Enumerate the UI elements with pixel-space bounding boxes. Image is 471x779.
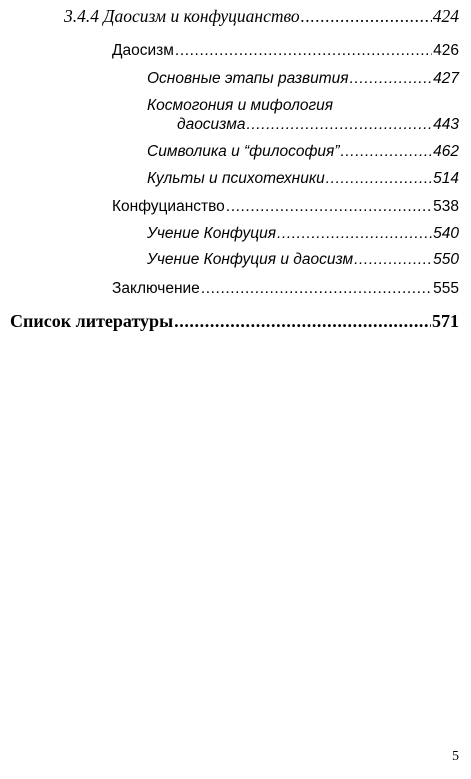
dot-leader [174, 311, 431, 332]
toc-entry-title: Основные этапы развития [147, 70, 349, 87]
toc-entry-title: Конфуцианство [112, 198, 225, 215]
toc-entry-page: 514 [433, 170, 459, 187]
toc-entry-page: 538 [433, 198, 459, 215]
dot-leader [201, 280, 432, 298]
toc-entry-daoism-cosmogony-line1[interactable] [147, 97, 333, 115]
toc-entry-title: Список литературы [10, 311, 174, 331]
toc-entry-page: 424 [432, 6, 459, 26]
dot-leader [326, 170, 432, 188]
toc-entry-daoism-cosmogony[interactable] [177, 116, 459, 134]
toc-entry-daoism[interactable] [112, 42, 459, 60]
dot-leader [340, 143, 432, 161]
page-number: 5 [452, 749, 459, 764]
toc-entry-page: 550 [433, 251, 459, 268]
toc-entry-bibliography[interactable] [10, 311, 459, 332]
toc-entry-title-continued: даосизма [177, 116, 246, 133]
toc-entry-title: Культы и психотехники [147, 170, 325, 187]
dot-leader [354, 251, 432, 269]
toc-entry-title: Даосизм [112, 42, 174, 59]
dot-leader [246, 116, 432, 134]
toc-entry-page: 555 [433, 280, 459, 297]
toc-entry-conclusion[interactable] [112, 280, 459, 298]
dot-leader [175, 42, 432, 60]
toc-entry-page: 571 [432, 311, 459, 331]
toc-entry-title: Учение Конфуция [147, 225, 277, 242]
toc-entry-page: 540 [433, 225, 459, 242]
dot-leader [301, 6, 432, 27]
toc-entry-confucianism[interactable] [112, 198, 459, 216]
toc-entry-confucius-teaching[interactable] [147, 225, 459, 243]
toc-entry-title: Символика и “философия” [147, 143, 340, 160]
toc-entry-title: Заключение [112, 280, 200, 297]
toc-entry-title: 3.4.4 Даосизм и конфуцианство [64, 6, 300, 26]
dot-leader [350, 70, 433, 88]
toc-entry-section-3-4-4[interactable] [64, 6, 459, 27]
dot-leader [226, 198, 432, 216]
toc-entry-title: Космогония и мифология [147, 97, 334, 114]
toc-entry-page: 426 [433, 42, 459, 59]
toc-entry-confucius-and-daoism[interactable] [147, 251, 459, 269]
toc-entry-page: 427 [433, 70, 459, 87]
toc-entry-page: 443 [433, 116, 459, 133]
toc-entry-daoism-symbolism[interactable] [147, 143, 459, 161]
dot-leader [277, 225, 432, 243]
toc-entry-page: 462 [433, 143, 459, 160]
toc-entry-daoism-stages[interactable] [147, 70, 459, 88]
toc-entry-daoism-cults[interactable] [147, 170, 459, 188]
toc-entry-title: Учение Конфуция и даосизм [147, 251, 354, 268]
